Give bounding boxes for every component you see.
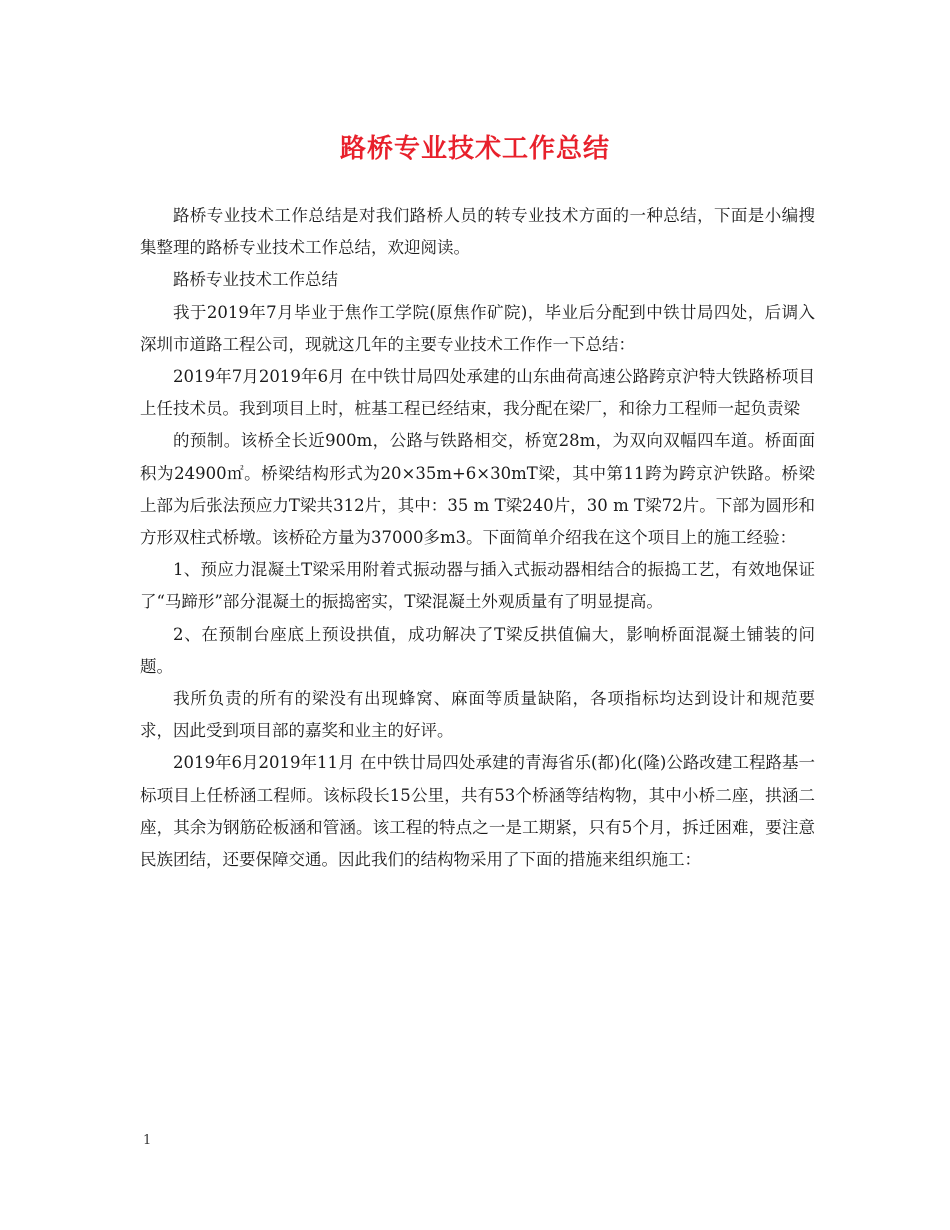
paragraph-project-two: 2019年6月2019年11月 在中铁廿局四处承建的青海省乐(都)化(隆)公路改建工程路基一标项目上任桥涵工程师。该标段长15公里，共有53个桥涵等结构物，其中小桥二座，拱涵二座，其余为钢筋砼板涵和管涵。该工程的特点之一是工期紧，只有5个月，拆迁困难，要注意民族团结，还要保障交通。因此我们的结构物采用了下面的措施来组织施工：: [140, 753, 815, 870]
paragraph-intro: 路桥专业技术工作总结是对我们路桥人员的转专业技术方面的一种总结，下面是小编搜集整理的路桥专业技术工作总结，欢迎阅读。: [140, 206, 815, 258]
document-body: [140, 200, 815, 876]
paragraph-quality: 我所负责的所有的梁没有出现蜂窝、麻面等质量缺陷，各项指标均达到设计和规范要求，因此受到项目部的嘉奖和业主的好评。: [140, 689, 815, 741]
document-title: 路桥专业技术工作总结: [339, 134, 610, 164]
paragraph-bridge-details: 的预制。该桥全长近900m，公路与铁路相交，桥宽28m，为双向双幅四车道。桥面面积为24900㎡。桥梁结构形式为20×35m+6×30mT梁，其中第11跨为跨京沪铁路。桥梁上部为后张法预应力T梁共312片，其中：35 m T梁240片，30 m T梁72片。下部为圆形和方形双柱式桥墩。该桥砼方量为37000多m3。下面简单介绍我在这个项目上的施工经验：: [140, 431, 815, 548]
paragraph-experience-two: 2、在预制台座底上预设拱值，成功解决了T梁反拱值偏大，影响桥面混凝土铺装的问题。: [140, 624, 815, 676]
page-number: 1: [143, 1133, 152, 1148]
paragraph-experience-one: 1、预应力混凝土T梁采用附着式振动器与插入式振动器相结合的振捣工艺，有效地保证了“马蹄形”部分混凝土的振捣密实，T梁混凝土外观质量有了明显提高。: [140, 560, 815, 612]
paragraph-subheading: 路桥专业技术工作总结: [173, 270, 338, 290]
paragraph-project-one: 2019年7月2019年6月 在中铁廿局四处承建的山东曲荷高速公路跨京沪特大铁路桥项目上任技术员。我到项目上时，桩基工程已经结束，我分配在梁厂，和徐力工程师一起负责梁: [140, 367, 815, 419]
paragraph-background: 我于2019年7月毕业于焦作工学院(原焦作矿院)，毕业后分配到中铁廿局四处，后调入深圳市道路工程公司，现就这几年的主要专业技术工作作一下总结：: [140, 302, 815, 354]
